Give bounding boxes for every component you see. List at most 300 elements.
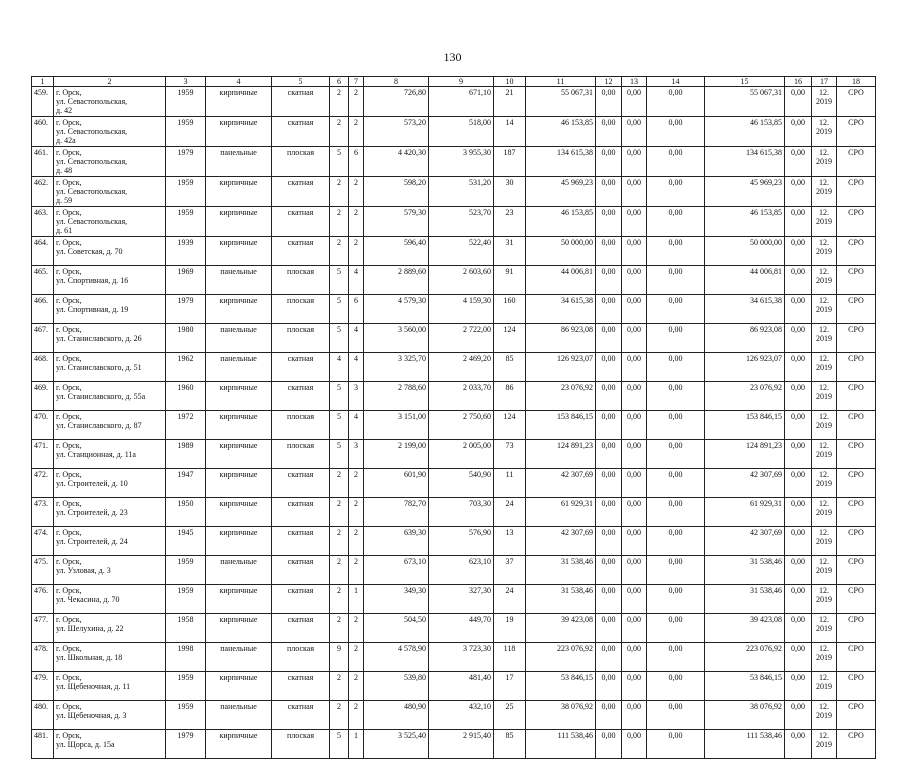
residential-area-cell: 2 915,40 <box>429 730 494 759</box>
total-cost-cell: 61 929,31 <box>705 498 785 527</box>
wall-material-cell: панельные <box>206 147 272 177</box>
column-number-cell: 8 <box>364 77 429 87</box>
address-cell <box>54 117 166 147</box>
entrances-cell: 4 <box>349 324 364 353</box>
address-line: д. 42а <box>56 136 76 145</box>
address-line: г. Орск, <box>56 208 82 217</box>
year-cell: 1962 <box>166 353 206 382</box>
address-line: ул. Станиславского, д. 26 <box>56 334 142 343</box>
amount-cell: 0,00 <box>622 87 647 117</box>
deadline-cell <box>812 411 837 440</box>
residential-area-cell: 327,30 <box>429 585 494 614</box>
table-row <box>32 469 876 498</box>
method-cell: СРО <box>837 207 876 237</box>
residential-area-cell: 540,90 <box>429 469 494 498</box>
wall-material-cell: кирпичные <box>206 440 272 469</box>
roof-type-cell: скатная <box>272 614 330 643</box>
residential-area-cell: 623,10 <box>429 556 494 585</box>
deadline-line: 2019 <box>816 305 832 314</box>
row-number-cell: 471. <box>32 440 54 469</box>
amount-cell: 0,00 <box>622 469 647 498</box>
amount-cell: 0,00 <box>622 672 647 701</box>
total-area-cell: 504,50 <box>364 614 429 643</box>
year-cell: 1950 <box>166 498 206 527</box>
total-area-cell: 4 578,90 <box>364 643 429 672</box>
column-number-cell: 14 <box>647 77 705 87</box>
entrances-cell: 2 <box>349 207 364 237</box>
table-row <box>32 730 876 759</box>
amount-cell: 0,00 <box>647 266 705 295</box>
method-cell: СРО <box>837 266 876 295</box>
address-line: г. Орск, <box>56 383 82 392</box>
total-area-cell: 596,40 <box>364 237 429 266</box>
address-line: ул. Советская, д. 70 <box>56 247 123 256</box>
amount-cell: 0,00 <box>785 498 812 527</box>
amount-cell: 0,00 <box>622 643 647 672</box>
amount-cell: 0,00 <box>596 498 622 527</box>
total-area-cell: 782,70 <box>364 498 429 527</box>
amount-cell: 0,00 <box>647 440 705 469</box>
residential-area-cell: 432,10 <box>429 701 494 730</box>
column-number-cell: 10 <box>494 77 526 87</box>
column-number-cell: 12 <box>596 77 622 87</box>
deadline-line: 12. <box>819 470 829 479</box>
deadline-line: 12. <box>819 148 829 157</box>
floors-cell: 2 <box>330 177 349 207</box>
deadline-line: 12. <box>819 586 829 595</box>
table-row <box>32 237 876 266</box>
amount-cell: 0,00 <box>785 643 812 672</box>
wall-material-cell: кирпичные <box>206 585 272 614</box>
wall-material-cell: кирпичные <box>206 411 272 440</box>
total-cost-cell: 42 307,69 <box>705 527 785 556</box>
deadline-line: 2019 <box>816 682 832 691</box>
deadline-cell <box>812 556 837 585</box>
total-cost-cell: 31 538,46 <box>705 585 785 614</box>
address-cell <box>54 177 166 207</box>
year-cell: 1960 <box>166 382 206 411</box>
roof-type-cell: скатная <box>272 498 330 527</box>
amount-cell: 0,00 <box>647 117 705 147</box>
wall-material-cell: кирпичные <box>206 237 272 266</box>
amount-cell: 0,00 <box>596 353 622 382</box>
amount-cell: 0,00 <box>596 469 622 498</box>
total-area-cell: 573,20 <box>364 117 429 147</box>
row-number-cell: 466. <box>32 295 54 324</box>
amount-cell: 0,00 <box>785 117 812 147</box>
address-line: г. Орск, <box>56 586 82 595</box>
address-cell <box>54 730 166 759</box>
cost-cell: 61 929,31 <box>526 498 596 527</box>
year-cell: 1979 <box>166 730 206 759</box>
residents-cell: 19 <box>494 614 526 643</box>
residential-area-cell: 2 722,00 <box>429 324 494 353</box>
year-cell: 1998 <box>166 643 206 672</box>
residents-cell: 24 <box>494 498 526 527</box>
deadline-cell <box>812 614 837 643</box>
roof-type-cell: плоская <box>272 440 330 469</box>
table-row <box>32 87 876 117</box>
deadline-line: 12. <box>819 118 829 127</box>
table-row <box>32 527 876 556</box>
address-cell <box>54 266 166 295</box>
entrances-cell: 1 <box>349 585 364 614</box>
total-cost-cell: 31 538,46 <box>705 556 785 585</box>
method-cell: СРО <box>837 440 876 469</box>
method-cell: СРО <box>837 701 876 730</box>
roof-type-cell: скатная <box>272 701 330 730</box>
address-line: д. 61 <box>56 226 73 235</box>
wall-material-cell: кирпичные <box>206 730 272 759</box>
deadline-line: 2019 <box>816 624 832 633</box>
column-number-cell: 13 <box>622 77 647 87</box>
cost-cell: 45 969,23 <box>526 177 596 207</box>
residents-cell: 118 <box>494 643 526 672</box>
address-cell <box>54 556 166 585</box>
deadline-line: 2019 <box>816 97 832 106</box>
deadline-line: 2019 <box>816 421 832 430</box>
amount-cell: 0,00 <box>596 585 622 614</box>
table-row <box>32 382 876 411</box>
deadline-cell <box>812 207 837 237</box>
roof-type-cell: скатная <box>272 382 330 411</box>
wall-material-cell: кирпичные <box>206 614 272 643</box>
year-cell: 1989 <box>166 440 206 469</box>
roof-type-cell: скатная <box>272 177 330 207</box>
total-cost-cell: 39 423,08 <box>705 614 785 643</box>
year-cell: 1979 <box>166 147 206 177</box>
entrances-cell: 3 <box>349 382 364 411</box>
residents-cell: 11 <box>494 469 526 498</box>
roof-type-cell: скатная <box>272 585 330 614</box>
column-number-cell: 2 <box>54 77 166 87</box>
column-number-cell: 7 <box>349 77 364 87</box>
address-line: г. Орск, <box>56 673 82 682</box>
deadline-line: 2019 <box>816 247 832 256</box>
amount-cell: 0,00 <box>785 556 812 585</box>
address-line: ул. Севастопольская, <box>56 187 128 196</box>
method-cell: СРО <box>837 353 876 382</box>
row-number-cell: 467. <box>32 324 54 353</box>
deadline-line: 12. <box>819 441 829 450</box>
row-number-cell: 478. <box>32 643 54 672</box>
address-line: г. Орск, <box>56 412 82 421</box>
residents-cell: 91 <box>494 266 526 295</box>
floors-cell: 2 <box>330 469 349 498</box>
column-number-cell: 6 <box>330 77 349 87</box>
amount-cell: 0,00 <box>596 730 622 759</box>
amount-cell: 0,00 <box>785 147 812 177</box>
address-cell <box>54 585 166 614</box>
residents-cell: 86 <box>494 382 526 411</box>
amount-cell: 0,00 <box>596 672 622 701</box>
floors-cell: 5 <box>330 266 349 295</box>
amount-cell: 0,00 <box>622 207 647 237</box>
table-row <box>32 207 876 237</box>
address-cell <box>54 614 166 643</box>
floors-cell: 5 <box>330 730 349 759</box>
total-cost-cell: 34 615,38 <box>705 295 785 324</box>
row-number-cell: 481. <box>32 730 54 759</box>
entrances-cell: 2 <box>349 177 364 207</box>
residents-cell: 13 <box>494 527 526 556</box>
address-cell <box>54 440 166 469</box>
entrances-cell: 2 <box>349 527 364 556</box>
address-line: ул. Строителей, д. 23 <box>56 508 128 517</box>
amount-cell: 0,00 <box>622 147 647 177</box>
total-area-cell: 4 420,30 <box>364 147 429 177</box>
amount-cell: 0,00 <box>622 177 647 207</box>
column-number-cell: 4 <box>206 77 272 87</box>
amount-cell: 0,00 <box>622 353 647 382</box>
year-cell: 1958 <box>166 614 206 643</box>
method-cell: СРО <box>837 411 876 440</box>
table-row <box>32 701 876 730</box>
deadline-line: 12. <box>819 644 829 653</box>
amount-cell: 0,00 <box>647 672 705 701</box>
floors-cell: 2 <box>330 237 349 266</box>
deadline-cell <box>812 527 837 556</box>
floors-cell: 2 <box>330 498 349 527</box>
method-cell: СРО <box>837 614 876 643</box>
year-cell: 1959 <box>166 207 206 237</box>
method-cell: СРО <box>837 498 876 527</box>
wall-material-cell: панельные <box>206 353 272 382</box>
amount-cell: 0,00 <box>622 585 647 614</box>
amount-cell: 0,00 <box>622 411 647 440</box>
total-area-cell: 3 325,70 <box>364 353 429 382</box>
row-number-cell: 463. <box>32 207 54 237</box>
total-area-cell: 3 560,00 <box>364 324 429 353</box>
address-line: г. Орск, <box>56 178 82 187</box>
deadline-line: 12. <box>819 528 829 537</box>
column-number-row <box>32 77 876 87</box>
residential-area-cell: 3 955,30 <box>429 147 494 177</box>
deadline-cell <box>812 585 837 614</box>
year-cell: 1959 <box>166 556 206 585</box>
table-row <box>32 177 876 207</box>
deadline-cell <box>812 295 837 324</box>
deadline-cell <box>812 324 837 353</box>
total-area-cell: 2 889,60 <box>364 266 429 295</box>
roof-type-cell: скатная <box>272 353 330 382</box>
total-area-cell: 673,10 <box>364 556 429 585</box>
residents-cell: 31 <box>494 237 526 266</box>
total-area-cell: 639,30 <box>364 527 429 556</box>
floors-cell: 2 <box>330 207 349 237</box>
entrances-cell: 2 <box>349 469 364 498</box>
deadline-line: 12. <box>819 557 829 566</box>
residential-area-cell: 518,00 <box>429 117 494 147</box>
deadline-line: 2019 <box>816 450 832 459</box>
address-line: г. Орск, <box>56 238 82 247</box>
deadline-line: 12. <box>819 296 829 305</box>
residents-cell: 85 <box>494 730 526 759</box>
deadline-cell <box>812 266 837 295</box>
address-line: ул. Школьная, д. 18 <box>56 653 123 662</box>
cost-cell: 31 538,46 <box>526 556 596 585</box>
amount-cell: 0,00 <box>596 556 622 585</box>
amount-cell: 0,00 <box>785 353 812 382</box>
total-area-cell: 3 525,40 <box>364 730 429 759</box>
method-cell: СРО <box>837 585 876 614</box>
total-cost-cell: 53 846,15 <box>705 672 785 701</box>
amount-cell: 0,00 <box>785 527 812 556</box>
amount-cell: 0,00 <box>622 237 647 266</box>
cost-cell: 223 076,92 <box>526 643 596 672</box>
amount-cell: 0,00 <box>622 440 647 469</box>
method-cell: СРО <box>837 382 876 411</box>
amount-cell: 0,00 <box>622 324 647 353</box>
total-cost-cell: 86 923,08 <box>705 324 785 353</box>
address-line: г. Орск, <box>56 644 82 653</box>
deadline-line: 12. <box>819 88 829 97</box>
amount-cell: 0,00 <box>622 117 647 147</box>
total-area-cell: 601,90 <box>364 469 429 498</box>
column-number-cell: 15 <box>705 77 785 87</box>
amount-cell: 0,00 <box>647 382 705 411</box>
total-area-cell: 726,80 <box>364 87 429 117</box>
column-number-cell: 18 <box>837 77 876 87</box>
address-line: ул. Строителей, д. 24 <box>56 537 128 546</box>
residents-cell: 23 <box>494 207 526 237</box>
roof-type-cell: плоская <box>272 730 330 759</box>
year-cell: 1947 <box>166 469 206 498</box>
residential-area-cell: 531,20 <box>429 177 494 207</box>
cost-cell: 34 615,38 <box>526 295 596 324</box>
amount-cell: 0,00 <box>647 353 705 382</box>
roof-type-cell: скатная <box>272 207 330 237</box>
floors-cell: 2 <box>330 701 349 730</box>
cost-cell: 53 846,15 <box>526 672 596 701</box>
roof-type-cell: скатная <box>272 556 330 585</box>
roof-type-cell: скатная <box>272 237 330 266</box>
cost-cell: 134 615,38 <box>526 147 596 177</box>
address-line: ул. Щебеночная, д. 3 <box>56 711 127 720</box>
method-cell: СРО <box>837 556 876 585</box>
address-line: г. Орск, <box>56 296 82 305</box>
amount-cell: 0,00 <box>785 614 812 643</box>
wall-material-cell: кирпичные <box>206 177 272 207</box>
residents-cell: 124 <box>494 324 526 353</box>
amount-cell: 0,00 <box>785 701 812 730</box>
method-cell: СРО <box>837 177 876 207</box>
entrances-cell: 1 <box>349 730 364 759</box>
address-line: г. Орск, <box>56 148 82 157</box>
method-cell: СРО <box>837 730 876 759</box>
address-line: ул. Щорса, д. 15а <box>56 740 115 749</box>
address-line: г. Орск, <box>56 557 82 566</box>
amount-cell: 0,00 <box>785 87 812 117</box>
wall-material-cell: панельные <box>206 324 272 353</box>
total-area-cell: 539,80 <box>364 672 429 701</box>
total-area-cell: 349,30 <box>364 585 429 614</box>
address-line: г. Орск, <box>56 441 82 450</box>
address-cell <box>54 527 166 556</box>
address-line: г. Орск, <box>56 118 82 127</box>
residents-cell: 30 <box>494 177 526 207</box>
address-cell <box>54 147 166 177</box>
address-cell <box>54 411 166 440</box>
amount-cell: 0,00 <box>596 382 622 411</box>
cost-cell: 126 923,07 <box>526 353 596 382</box>
total-area-cell: 4 579,30 <box>364 295 429 324</box>
wall-material-cell: панельные <box>206 266 272 295</box>
table-row <box>32 614 876 643</box>
residential-area-cell: 2 033,70 <box>429 382 494 411</box>
method-cell: СРО <box>837 237 876 266</box>
method-cell: СРО <box>837 469 876 498</box>
row-number-cell: 469. <box>32 382 54 411</box>
wall-material-cell: кирпичные <box>206 672 272 701</box>
address-cell <box>54 701 166 730</box>
roof-type-cell: скатная <box>272 672 330 701</box>
wall-material-cell: кирпичные <box>206 87 272 117</box>
residential-area-cell: 3 723,30 <box>429 643 494 672</box>
floors-cell: 2 <box>330 556 349 585</box>
address-line: г. Орск, <box>56 499 82 508</box>
residents-cell: 14 <box>494 117 526 147</box>
deadline-line: 12. <box>819 238 829 247</box>
roof-type-cell: плоская <box>272 411 330 440</box>
entrances-cell: 4 <box>349 411 364 440</box>
year-cell: 1959 <box>166 585 206 614</box>
year-cell: 1980 <box>166 324 206 353</box>
address-cell <box>54 295 166 324</box>
amount-cell: 0,00 <box>647 411 705 440</box>
address-line: ул. Шелухина, д. 22 <box>56 624 124 633</box>
wall-material-cell: панельные <box>206 701 272 730</box>
row-number-cell: 473. <box>32 498 54 527</box>
deadline-line: 12. <box>819 412 829 421</box>
row-number-cell: 468. <box>32 353 54 382</box>
residents-cell: 160 <box>494 295 526 324</box>
row-number-cell: 474. <box>32 527 54 556</box>
amount-cell: 0,00 <box>785 295 812 324</box>
year-cell: 1969 <box>166 266 206 295</box>
amount-cell: 0,00 <box>596 527 622 556</box>
column-number-cell: 3 <box>166 77 206 87</box>
deadline-line: 12. <box>819 267 829 276</box>
address-cell <box>54 498 166 527</box>
wall-material-cell: кирпичные <box>206 382 272 411</box>
amount-cell: 0,00 <box>647 585 705 614</box>
address-line: г. Орск, <box>56 731 82 740</box>
entrances-cell: 2 <box>349 672 364 701</box>
total-cost-cell: 111 538,46 <box>705 730 785 759</box>
total-cost-cell: 44 006,81 <box>705 266 785 295</box>
amount-cell: 0,00 <box>647 147 705 177</box>
table-row <box>32 672 876 701</box>
deadline-line: 2019 <box>816 127 832 136</box>
residents-cell: 21 <box>494 87 526 117</box>
amount-cell: 0,00 <box>622 701 647 730</box>
amount-cell: 0,00 <box>622 266 647 295</box>
amount-cell: 0,00 <box>647 614 705 643</box>
total-cost-cell: 46 153,85 <box>705 117 785 147</box>
cost-cell: 46 153,85 <box>526 117 596 147</box>
address-line: ул. Спортивная, д. 16 <box>56 276 129 285</box>
deadline-cell <box>812 498 837 527</box>
address-cell <box>54 643 166 672</box>
entrances-cell: 2 <box>349 643 364 672</box>
table-row <box>32 411 876 440</box>
address-cell <box>54 382 166 411</box>
deadline-line: 12. <box>819 208 829 217</box>
floors-cell: 9 <box>330 643 349 672</box>
column-number-cell: 9 <box>429 77 494 87</box>
residents-cell: 25 <box>494 701 526 730</box>
